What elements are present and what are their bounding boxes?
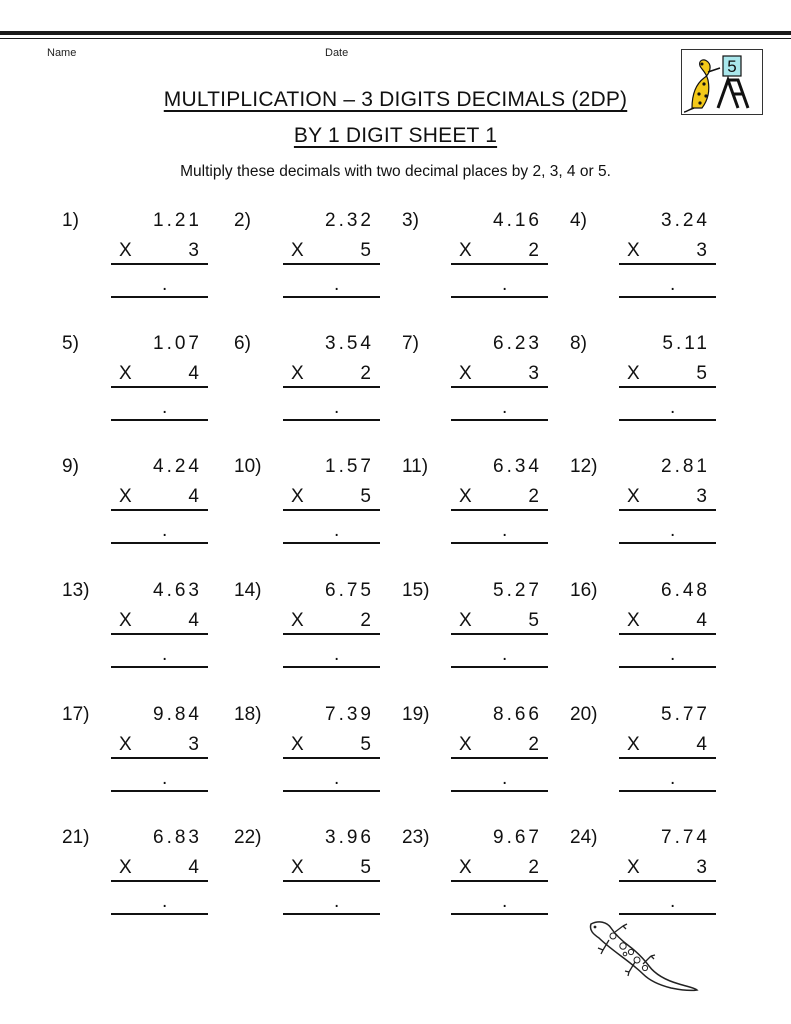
multiplicand: 6.83: [153, 827, 202, 848]
name-label: Name: [47, 47, 77, 59]
problem-number: 8): [570, 333, 587, 354]
problem-number: 14): [234, 580, 262, 601]
multiply-sign: X: [291, 240, 304, 261]
problem-number: 17): [62, 704, 90, 725]
multiply-sign: X: [291, 857, 304, 878]
answer-decimal-point: .: [334, 274, 340, 295]
problem-number: 13): [62, 580, 90, 601]
multiplier: 2: [360, 610, 374, 631]
product-rule: [619, 509, 716, 511]
multiplier: 5: [696, 363, 710, 384]
multiplicand: 9.84: [153, 704, 202, 725]
instructions: Multiply these decimals with two decimal places by 2, 3, 4 or 5.: [180, 163, 611, 180]
date-label: Date: [325, 47, 349, 59]
product-rule: [111, 386, 208, 388]
problem-number: 3): [402, 210, 419, 231]
answer-decimal-point: .: [670, 520, 676, 541]
multiply-sign: X: [459, 734, 472, 755]
answer-line[interactable]: [451, 296, 548, 298]
answer-line[interactable]: [619, 913, 716, 915]
multiplier: 4: [188, 486, 202, 507]
multiplier: 3: [188, 240, 202, 261]
product-rule: [451, 509, 548, 511]
problem-number: 24): [570, 827, 598, 848]
answer-line[interactable]: [283, 666, 380, 668]
product-rule: [619, 633, 716, 635]
product-rule: [283, 386, 380, 388]
answer-decimal-point: .: [670, 397, 676, 418]
answer-decimal-point: .: [334, 644, 340, 665]
multiplier: 3: [528, 363, 542, 384]
multiplier: 2: [528, 240, 542, 261]
product-rule: [619, 757, 716, 759]
product-rule: [451, 386, 548, 388]
multiply-sign: X: [291, 734, 304, 755]
multiplicand: 1.57: [325, 456, 374, 477]
multiply-sign: X: [119, 363, 132, 384]
multiply-sign: X: [119, 486, 132, 507]
answer-decimal-point: .: [670, 644, 676, 665]
product-rule: [451, 880, 548, 882]
product-rule: [111, 880, 208, 882]
product-rule: [111, 633, 208, 635]
answer-line[interactable]: [619, 790, 716, 792]
multiplicand: 3.96: [325, 827, 374, 848]
problem-number: 15): [402, 580, 430, 601]
answer-line[interactable]: [111, 666, 208, 668]
multiply-sign: X: [627, 486, 640, 507]
multiplier: 2: [528, 734, 542, 755]
problem-number: 12): [570, 456, 598, 477]
top-rule: [0, 31, 791, 35]
answer-line[interactable]: [451, 790, 548, 792]
problem-number: 4): [570, 210, 587, 231]
multiplicand: 6.34: [493, 456, 542, 477]
answer-line[interactable]: [451, 419, 548, 421]
problem-number: 7): [402, 333, 419, 354]
answer-decimal-point: .: [502, 768, 508, 789]
answer-line[interactable]: [619, 296, 716, 298]
problem-number: 10): [234, 456, 262, 477]
multiply-sign: X: [119, 240, 132, 261]
answer-decimal-point: .: [670, 274, 676, 295]
multiply-sign: X: [119, 734, 132, 755]
multiplicand: 6.48: [661, 580, 710, 601]
lizard-icon: [585, 918, 700, 1001]
product-rule: [111, 509, 208, 511]
answer-decimal-point: .: [502, 397, 508, 418]
lizard-easel-logo-icon: [681, 49, 763, 115]
answer-decimal-point: .: [502, 520, 508, 541]
product-rule: [619, 386, 716, 388]
grade-number: 5: [727, 57, 737, 76]
problem-number: 1): [62, 210, 79, 231]
answer-decimal-point: .: [502, 644, 508, 665]
multiplier: 5: [360, 857, 374, 878]
problem-number: 19): [402, 704, 430, 725]
multiplicand: 6.23: [493, 333, 542, 354]
multiplicand: 7.39: [325, 704, 374, 725]
problem-number: 5): [62, 333, 79, 354]
multiply-sign: X: [459, 857, 472, 878]
multiplier: 2: [528, 486, 542, 507]
answer-line[interactable]: [283, 542, 380, 544]
multiplier: 4: [188, 610, 202, 631]
problem-number: 23): [402, 827, 430, 848]
problem-number: 2): [234, 210, 251, 231]
multiplicand: 2.32: [325, 210, 374, 231]
answer-line[interactable]: [619, 419, 716, 421]
answer-line[interactable]: [111, 542, 208, 544]
answer-line[interactable]: [111, 296, 208, 298]
problem-number: 22): [234, 827, 262, 848]
multiplier: 4: [188, 857, 202, 878]
answer-line[interactable]: [283, 296, 380, 298]
multiplier: 3: [696, 240, 710, 261]
problem-number: 21): [62, 827, 90, 848]
answer-line[interactable]: [111, 419, 208, 421]
product-rule: [111, 757, 208, 759]
multiply-sign: X: [291, 486, 304, 507]
multiplicand: 4.24: [153, 456, 202, 477]
multiply-sign: X: [627, 610, 640, 631]
problem-number: 16): [570, 580, 598, 601]
multiplicand: 1.07: [153, 333, 202, 354]
multiplicand: 5.11: [662, 333, 710, 354]
multiplicand: 9.67: [493, 827, 542, 848]
multiplier: 3: [188, 734, 202, 755]
answer-decimal-point: .: [162, 397, 168, 418]
multiply-sign: X: [459, 240, 472, 261]
multiplicand: 5.77: [661, 704, 710, 725]
answer-line[interactable]: [451, 913, 548, 915]
answer-decimal-point: .: [334, 397, 340, 418]
answer-decimal-point: .: [670, 768, 676, 789]
answer-line[interactable]: [619, 542, 716, 544]
multiplicand: 6.75: [325, 580, 374, 601]
product-rule: [283, 509, 380, 511]
multiply-sign: X: [119, 857, 132, 878]
worksheet-title: MULTIPLICATION – 3 DIGITS DECIMALS (2DP): [163, 88, 628, 111]
answer-decimal-point: .: [162, 644, 168, 665]
multiplicand: 3.24: [661, 210, 710, 231]
multiply-sign: X: [459, 486, 472, 507]
multiply-sign: X: [291, 363, 304, 384]
multiply-sign: X: [627, 240, 640, 261]
answer-line[interactable]: [283, 913, 380, 915]
answer-line[interactable]: [619, 666, 716, 668]
multiplier: 5: [528, 610, 542, 631]
product-rule: [283, 633, 380, 635]
multiplicand: 1.21: [153, 210, 202, 231]
problem-number: 9): [62, 456, 79, 477]
multiplicand: 7.74: [661, 827, 710, 848]
problem-number: 11): [402, 456, 429, 477]
top-rule-thin: [0, 38, 791, 39]
multiplier: 4: [188, 363, 202, 384]
answer-decimal-point: .: [162, 768, 168, 789]
answer-decimal-point: .: [162, 274, 168, 295]
multiply-sign: X: [459, 363, 472, 384]
multiply-sign: X: [119, 610, 132, 631]
answer-decimal-point: .: [502, 891, 508, 912]
product-rule: [451, 757, 548, 759]
answer-decimal-point: .: [670, 891, 676, 912]
product-rule: [451, 263, 548, 265]
answer-decimal-point: .: [334, 891, 340, 912]
worksheet-subtitle: BY 1 DIGIT SHEET 1: [293, 124, 498, 147]
multiplicand: 5.27: [493, 580, 542, 601]
product-rule: [619, 880, 716, 882]
multiplicand: 4.16: [493, 210, 542, 231]
answer-line[interactable]: [111, 790, 208, 792]
multiplicand: 2.81: [661, 456, 710, 477]
multiplicand: 3.54: [325, 333, 374, 354]
answer-line[interactable]: [283, 790, 380, 792]
problem-number: 18): [234, 704, 262, 725]
multiply-sign: X: [627, 363, 640, 384]
answer-line[interactable]: [283, 419, 380, 421]
answer-line[interactable]: [451, 666, 548, 668]
problem-number: 20): [570, 704, 598, 725]
answer-decimal-point: .: [334, 768, 340, 789]
multiplicand: 4.63: [153, 580, 202, 601]
product-rule: [111, 263, 208, 265]
multiplier: 4: [696, 610, 710, 631]
multiplier: 2: [528, 857, 542, 878]
multiplicand: 8.66: [493, 704, 542, 725]
product-rule: [283, 263, 380, 265]
multiplier: 4: [696, 734, 710, 755]
multiply-sign: X: [627, 857, 640, 878]
answer-line[interactable]: [451, 542, 548, 544]
product-rule: [283, 757, 380, 759]
multiplier: 5: [360, 486, 374, 507]
answer-decimal-point: .: [502, 274, 508, 295]
multiplier: 5: [360, 240, 374, 261]
multiplier: 3: [696, 857, 710, 878]
multiply-sign: X: [627, 734, 640, 755]
product-rule: [619, 263, 716, 265]
answer-line[interactable]: [111, 913, 208, 915]
product-rule: [451, 633, 548, 635]
multiplier: 2: [360, 363, 374, 384]
answer-decimal-point: .: [162, 891, 168, 912]
product-rule: [283, 880, 380, 882]
answer-decimal-point: .: [162, 520, 168, 541]
answer-decimal-point: .: [334, 520, 340, 541]
multiply-sign: X: [459, 610, 472, 631]
multiplier: 3: [696, 486, 710, 507]
problem-number: 6): [234, 333, 251, 354]
multiplier: 5: [360, 734, 374, 755]
multiply-sign: X: [291, 610, 304, 631]
